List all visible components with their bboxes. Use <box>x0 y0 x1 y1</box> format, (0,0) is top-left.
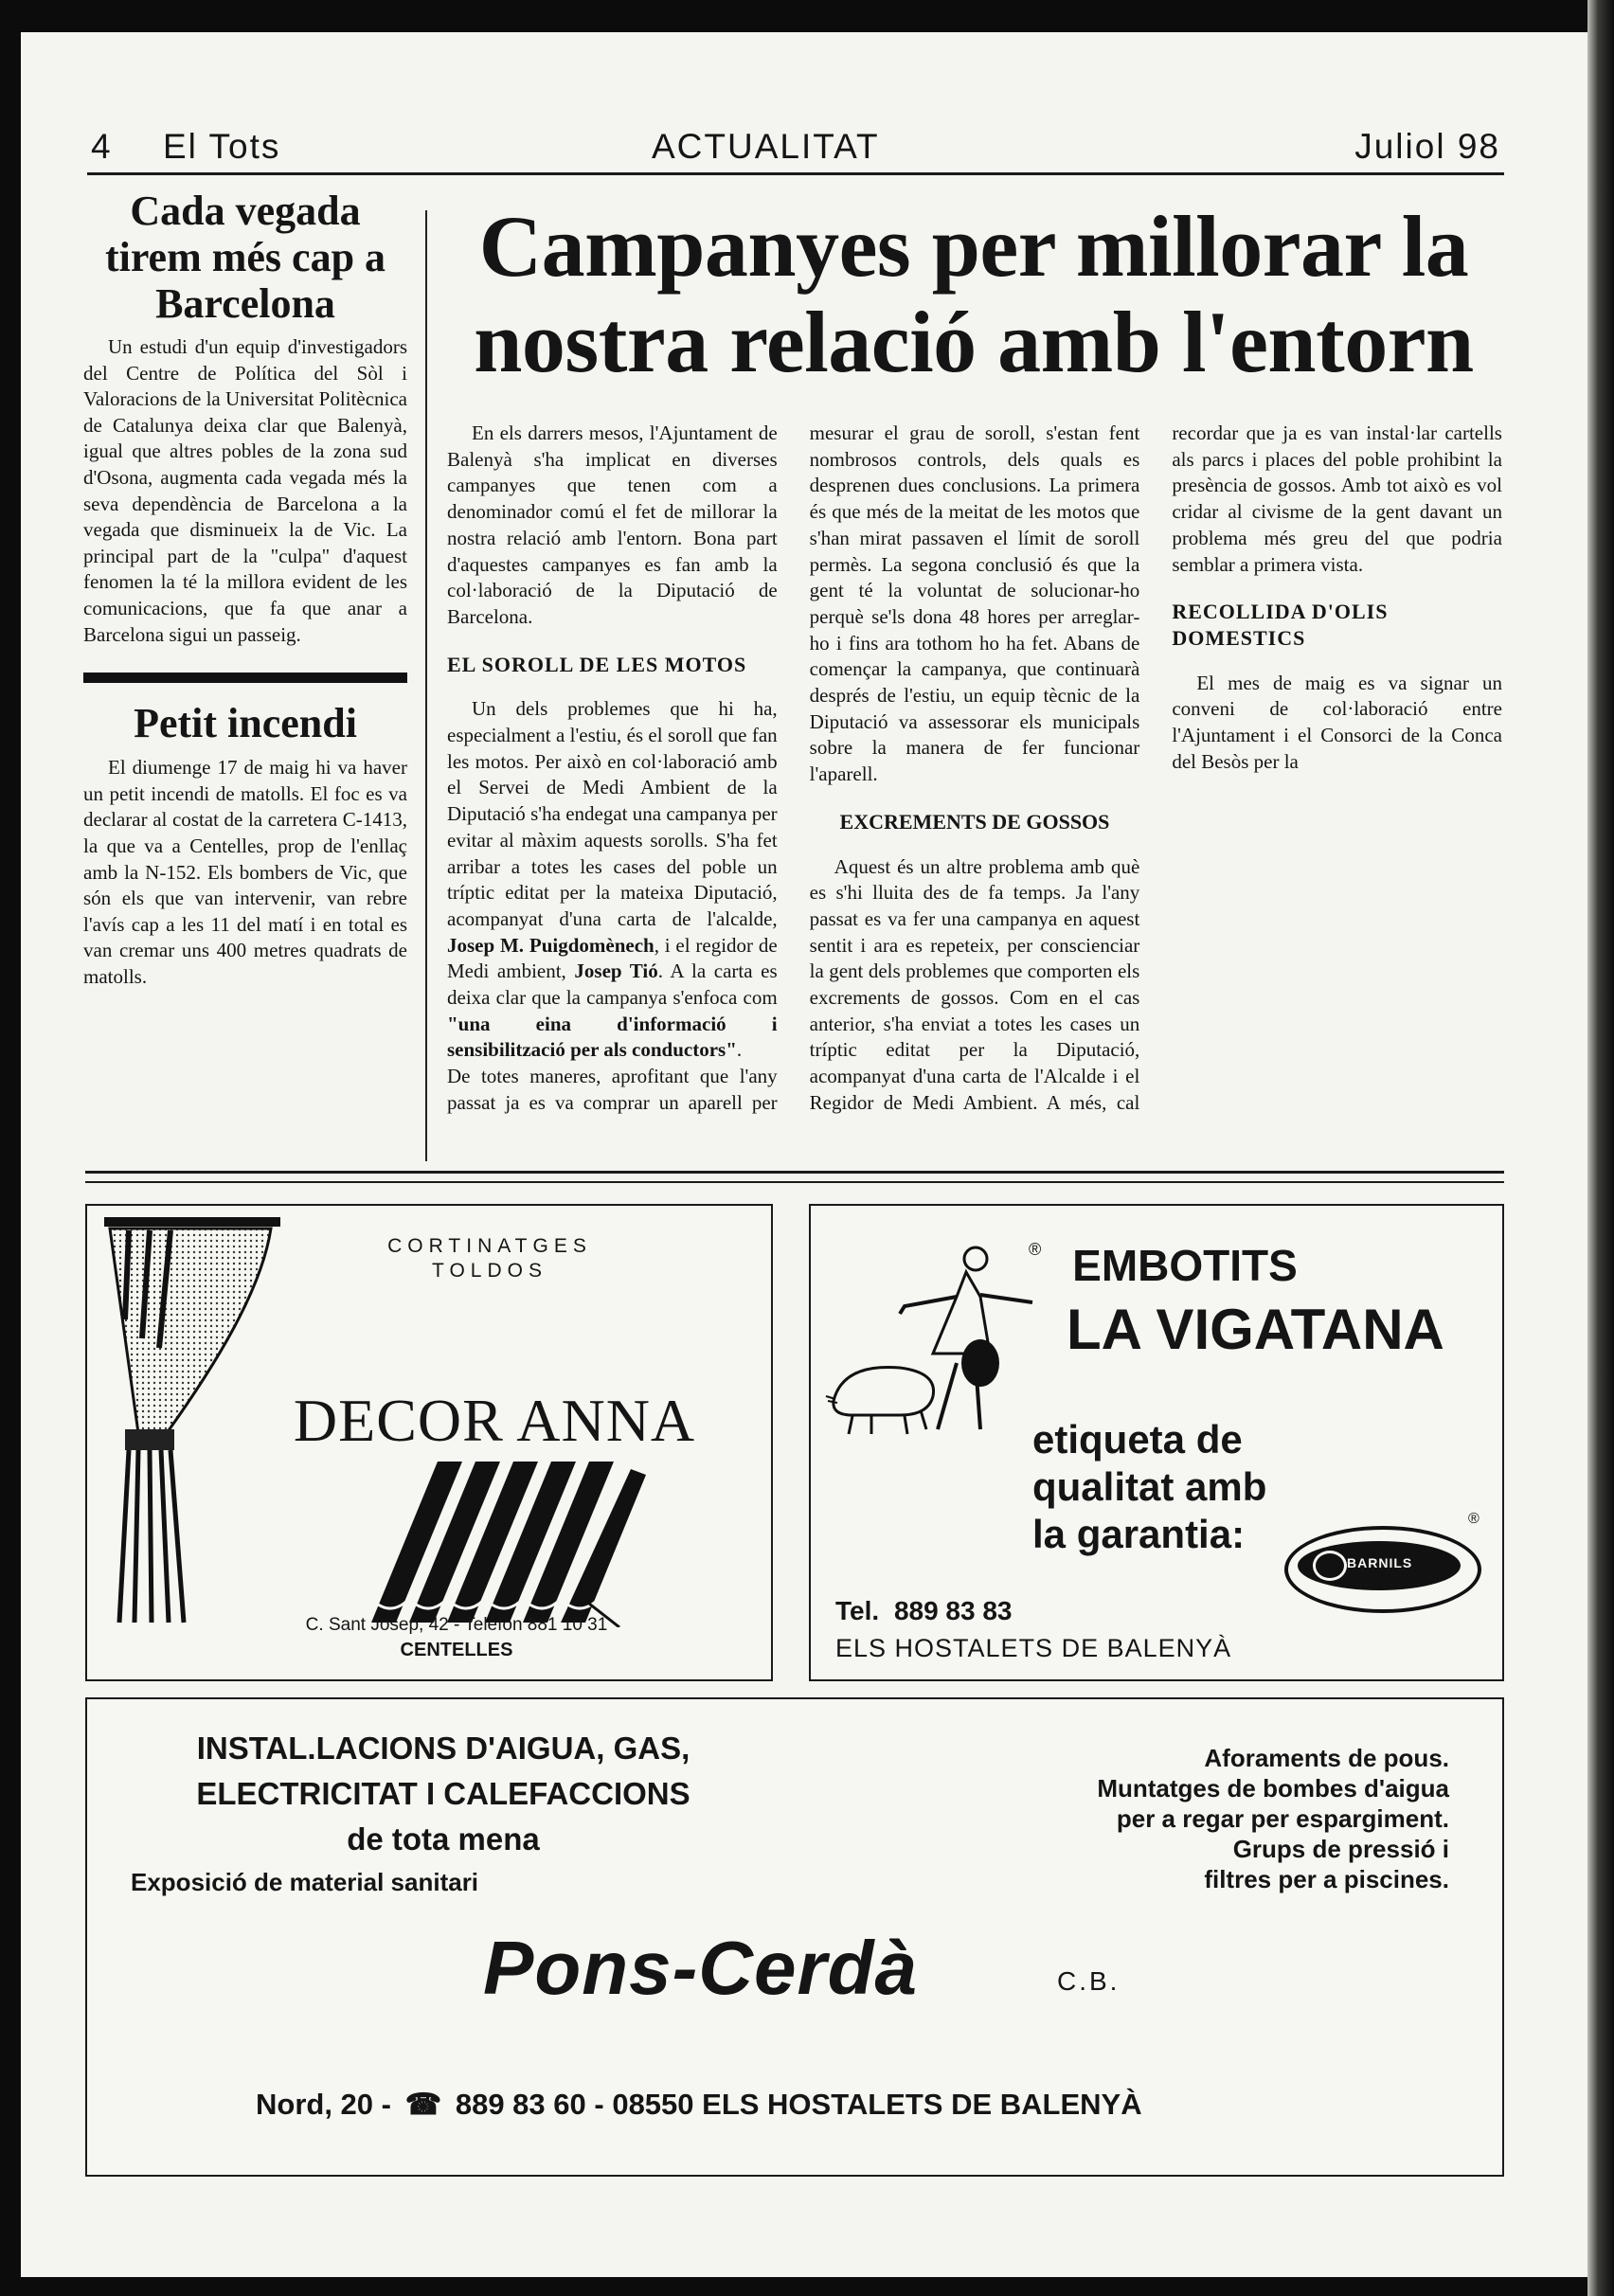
article-paragraph: De totes maneres, aprofitant que l'any passat ja es va comprar un aparell per mesurar el grau de soroll, s'estan fent nombrosos controls, dels quals es desprenen dues conclusions. La primera és que més de la meitat de les motos que s'han mirat passaven el límit de soroll permès. La segona conclusió és que la gent té la voluntat de solucionar-ho perquè se'ls dona 48 hores per arreglar-ho i fins ara tothom ho ha fet. Abans de començar la campanya, que continuarà després de l'estiu, un equip tècnic de la Diputació va assessorar els municipals sobre la manera de fer funcionar l'aparell. <box>447 422 1140 1114</box>
campaign-quote: "una eina d'informació i sensibilització per als conductors" <box>447 1012 778 1062</box>
article-paragraph <box>447 696 778 1064</box>
story-title-incendi: Petit incendi <box>134 700 357 747</box>
tel-number: 889 83 83 <box>893 1596 1013 1625</box>
ad-pons-cerda <box>85 1697 1504 2177</box>
ad-phone-number: 889 83 60 <box>455 2088 586 2121</box>
article-body <box>447 421 1502 1137</box>
ad-exposicio: Exposició de material sanitari <box>131 1868 479 1896</box>
column-divider <box>425 210 427 1161</box>
article-subheading: RECOLLIDA D'OLIS DOMESTICS <box>1172 600 1389 650</box>
awning-stripes-icon <box>371 1462 655 1627</box>
pons-cerda-logo: Pons-Cerdà <box>483 1926 918 2010</box>
barnils-label: BARNILS <box>1347 1555 1413 1570</box>
phone-icon: ☎ <box>404 2088 442 2121</box>
ad-decor-anna <box>85 1204 773 1681</box>
registered-mark: ® <box>1468 1511 1480 1527</box>
ad-service-line: INSTAL.LACIONS D'AIGUA, GAS, <box>196 1731 690 1766</box>
article-subheading: EL SOROLL DE LES MOTOS <box>447 652 747 676</box>
publication-name: El Tots <box>163 127 281 166</box>
ad-address-decor-anna: C. Sant Josep, 42 - Telèfon 881 10 31 <box>305 1615 608 1635</box>
farmer-pig-icon <box>815 1240 1042 1448</box>
page-number: 4 <box>91 127 113 166</box>
curtain-icon <box>100 1215 290 1632</box>
binding-gutter <box>1587 0 1614 2296</box>
ad-line-embotits: EMBOTITS <box>1072 1241 1298 1290</box>
ad-address-town: - 08550 ELS HOSTALETS DE BALENYÀ <box>594 2088 1142 2121</box>
ad-slogan-line: la garantia: <box>1032 1512 1246 1556</box>
text-run: . <box>736 1038 743 1062</box>
ad-slogan-line: etiqueta de <box>1032 1417 1243 1462</box>
ad-service-line: de tota mena <box>347 1821 540 1857</box>
ad-town-hostalets: ELS HOSTALETS DE BALENYÀ <box>835 1634 1232 1662</box>
pons-cerda-suffix: C.B. <box>1057 1966 1121 1996</box>
text-run: , i el regidor de Medi ambient, <box>447 933 778 983</box>
ad-line-toldos: TOLDOS <box>432 1260 547 1282</box>
tel-label: Tel. <box>835 1596 880 1625</box>
ad-service-line: Aforaments de pous. <box>1204 1744 1449 1772</box>
ad-la-vigatana <box>809 1204 1504 1681</box>
ad-service-line: per a regar per espargiment. <box>1116 1804 1449 1833</box>
mayor-name: Josep M. Puigdomènech <box>447 933 655 957</box>
text-run: . A la carta es deixa clar que la campanya s'enfoca com <box>447 960 778 1010</box>
article-headline: Campanyes per millorar la nostra relació amb l'entorn <box>474 198 1474 390</box>
article-paragraph: En els darrers mesos, l'Ajuntament de Balenyà s'ha implicat en diverses campanyes que tenen com a denominador comú el fet de millorar la nostra relació amb l'entorn. Bona part d'aquestes campanyes es fan amb la col·laboració de la Diputació de Barcelona. <box>447 422 778 628</box>
article-subheading: EXCREMENTS DE GOSSOS <box>839 809 1110 834</box>
ad-line-cortinatges: CORTINATGES <box>387 1235 592 1257</box>
ad-service-line: ELECTRICITAT I CALEFACCIONS <box>196 1776 690 1811</box>
article-paragraph: El mes de maig es va signar un conveni de col·laboració entre l'Ajuntament i el Consorci de la Conca del Besòs per la <box>1172 671 1502 773</box>
ad-address-street: Nord, 20 - <box>256 2088 391 2121</box>
section-double-rule <box>85 1171 1504 1183</box>
councillor-name: Josep Tió <box>574 960 658 983</box>
story-title-barcelona: Cada vegada tirem més cap a Barcelona <box>104 188 386 327</box>
section-name: ACTUALITAT <box>652 127 880 166</box>
ad-brand-vigatana: LA VIGATANA <box>1067 1298 1444 1361</box>
page-header <box>87 121 1504 175</box>
ad-town-centelles: CENTELLES <box>400 1640 513 1660</box>
ad-service-line: Muntatges de bombes d'aigua <box>1097 1774 1449 1803</box>
article-paragraph: Aquest és un altre problema amb què es s'hi lluita des de fa temps. Ja l'any passat es va fer una campanya en aquest sentit i ara es repeteix, per conscienciar la gent dels problemes que comporten els excrements de gossos. Com en el cas anterior, s'ha enviat a totes les cases un tríptic editat per la Diputació, acompanyat d'una carta de l'Alcalde i el Regidor de Medi Ambient. A més, cal recordar que ja es van instal·lar cartells als parcs i places del poble prohibint la presència de gossos. Amb tot això es vol cridar al civisme de la gent davant un problema més greu del que podria semblar a primera vista. <box>809 422 1502 1114</box>
ad-slogan-line: qualitat amb <box>1032 1464 1267 1509</box>
registered-mark: ® <box>1029 1240 1042 1259</box>
text-run: Un dels problemes que hi ha, especialment a l'estiu, és el soroll que fan les motos. Per això en col·laboració amb el Servei de Medi Ambient de la Diputació s'ha endegat una campanya per evitar al màxim aquests sorolls. S'ha fet arribar a totes les cases del poble un tríptic editat per la mateixa Diputació, acompanyat d'una carta de l'alcalde, <box>447 697 778 930</box>
sidebar-column <box>83 188 407 990</box>
ad-service-line: Grups de pressió i <box>1232 1835 1449 1863</box>
ad-brand-decor-anna: DECOR ANNA <box>293 1387 696 1454</box>
barnils-badge <box>1284 1526 1481 1613</box>
issue-date: Juliol 98 <box>1354 127 1500 166</box>
pig-head-icon <box>1313 1551 1347 1581</box>
sidebar-divider <box>83 673 407 683</box>
story-body-barcelona: Un estudi d'un equip d'investigadors del Centre de Política del Sòl i Valoracions de la Universitat Politècnica de Catalunya deixa clar que Balenyà, igual que altres pobles de la zona sud d'Osona, augmenta cada vegada més la seva dependència de Barcelona a la vegada que disminueix la de Vic. La principal part de la "culpa" d'aquest fenomen la té la millora evident de les comunicacions, que fa que anar a Barcelona sigui un passeig. <box>83 335 407 646</box>
ad-service-line: filtres per a piscines. <box>1204 1865 1449 1893</box>
story-body-incendi: El diumenge 17 de maig hi va haver un petit incendi de matolls. El foc es va declarar al costat de la carretera C-1413, la que va a Centelles, prop de l'enllaç amb la N-152. Els bombers de Vic, que són els que van intervenir, van rebre l'avís cap a les 11 del matí i en total es van cremar uns 400 metres quadrats de matolls. <box>83 756 407 988</box>
